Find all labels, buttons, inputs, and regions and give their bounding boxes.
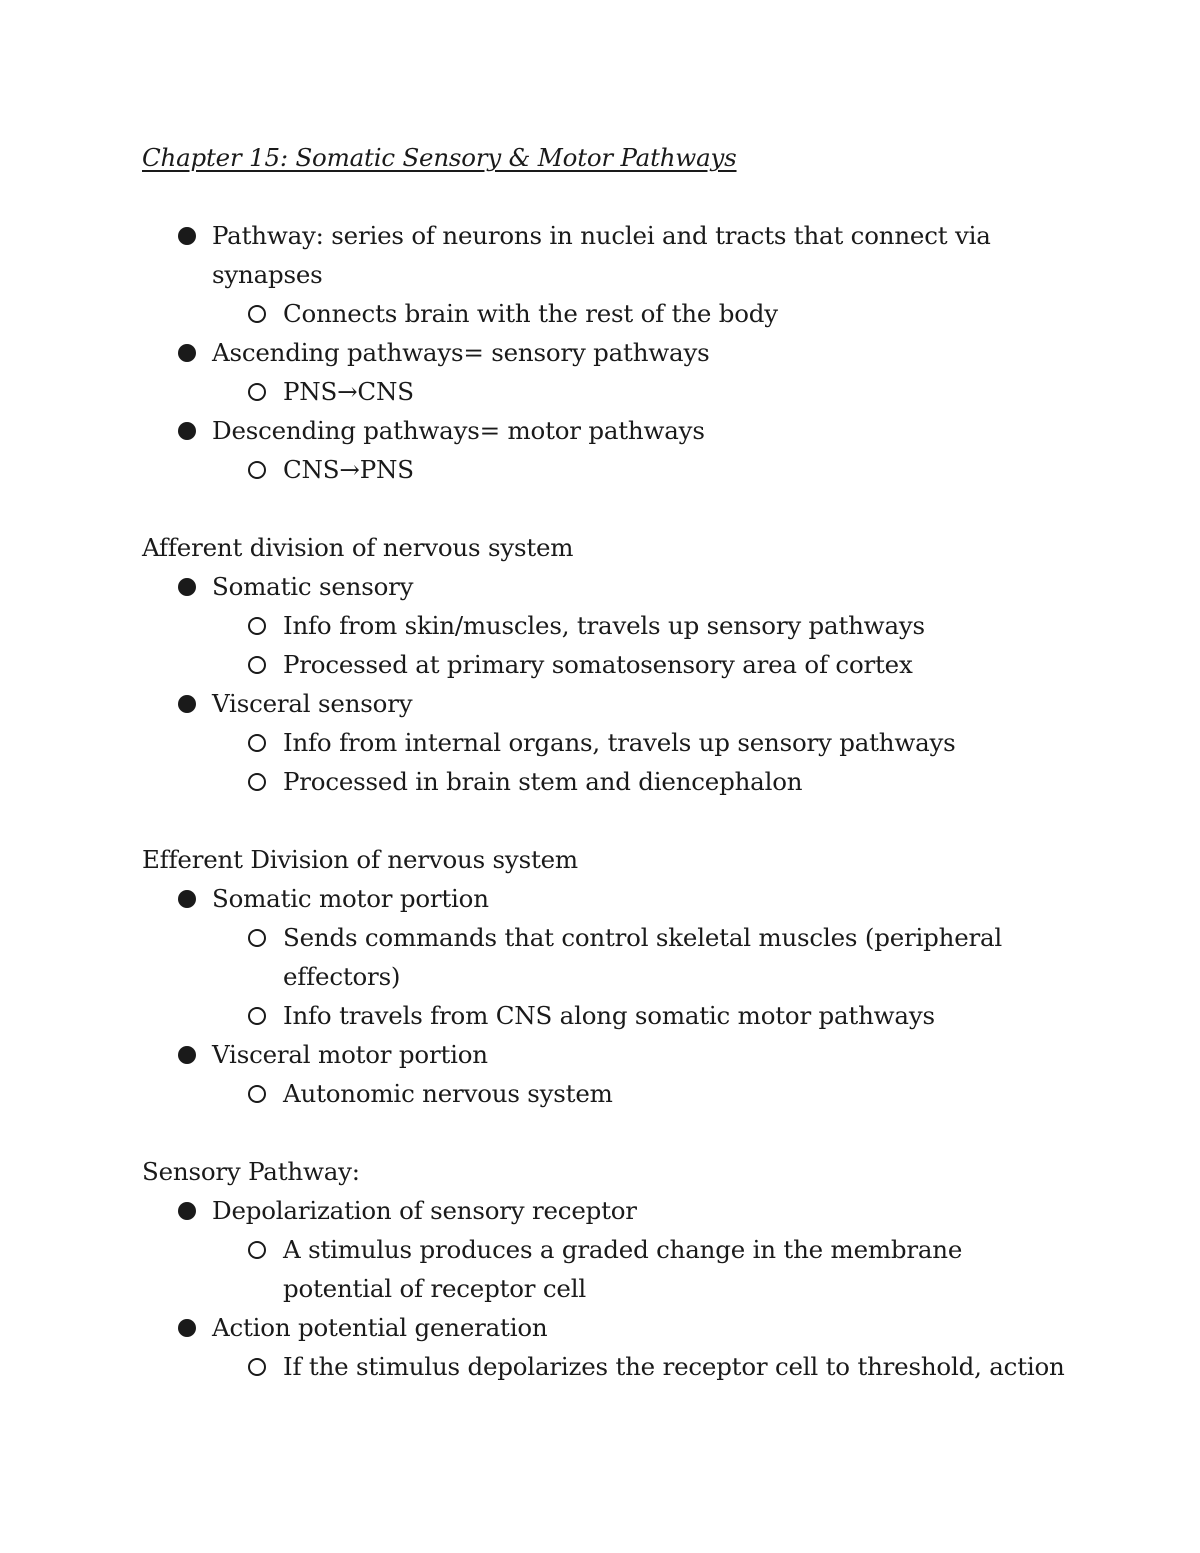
sub-list-item-text: CNS→PNS — [283, 455, 414, 484]
list-item — [142, 1308, 1072, 1386]
list-item-text: Pathway: series of neurons in nuclei and tracts that connect via synapses — [212, 221, 991, 289]
sub-list — [212, 1347, 1072, 1386]
sub-list-item — [212, 450, 1072, 489]
hollow-bullet-icon — [248, 734, 266, 752]
filled-bullet-icon — [178, 1319, 196, 1337]
filled-bullet-icon — [178, 422, 196, 440]
sub-list-item-text: Autonomic nervous system — [283, 1079, 613, 1108]
sensory-heading: Sensory Pathway: — [142, 1157, 360, 1186]
hollow-bullet-icon — [248, 617, 266, 635]
sub-list-item-text: PNS→CNS — [283, 377, 414, 406]
hollow-bullet-icon — [248, 305, 266, 323]
page-title: Chapter 15: Somatic Sensory & Motor Pathways — [142, 143, 737, 172]
afferent-heading: Afferent division of nervous system — [142, 533, 574, 562]
sub-list-item-text: Connects brain with the rest of the body — [283, 299, 778, 328]
sub-list-item-text: Info from skin/muscles, travels up sensory pathways — [283, 611, 925, 640]
filled-bullet-icon — [178, 695, 196, 713]
sub-list-item-text: Processed at primary somatosensory area of cortex — [283, 650, 913, 679]
list-item-text: Somatic motor portion — [212, 884, 489, 913]
sub-list — [212, 918, 1072, 1035]
list-item — [142, 1035, 1072, 1113]
filled-bullet-icon — [178, 1202, 196, 1220]
document-page — [142, 138, 1072, 1386]
sub-list-item — [212, 1074, 1072, 1113]
sub-list-item — [212, 372, 1072, 411]
sub-list-item — [212, 1230, 1072, 1308]
sensory-list — [142, 1191, 1072, 1386]
hollow-bullet-icon — [248, 383, 266, 401]
filled-bullet-icon — [178, 890, 196, 908]
sub-list-item — [212, 294, 1072, 333]
list-item — [142, 411, 1072, 489]
sub-list — [212, 1230, 1072, 1308]
hollow-bullet-icon — [248, 1007, 266, 1025]
filled-bullet-icon — [178, 344, 196, 362]
list-item — [142, 567, 1072, 684]
list-item-text: Somatic sensory — [212, 572, 414, 601]
list-item-text: Ascending pathways= sensory pathways — [212, 338, 710, 367]
hollow-bullet-icon — [248, 1358, 266, 1376]
hollow-bullet-icon — [248, 1241, 266, 1259]
sub-list — [212, 294, 1072, 333]
sub-list-item-text: Info from internal organs, travels up sensory pathways — [283, 728, 956, 757]
list-item-text: Depolarization of sensory receptor — [212, 1196, 637, 1225]
sub-list — [212, 372, 1072, 411]
sub-list — [212, 723, 1072, 801]
sub-list — [212, 606, 1072, 684]
list-item — [142, 216, 1072, 333]
hollow-bullet-icon — [248, 929, 266, 947]
sub-list-item — [212, 606, 1072, 645]
sub-list-item — [212, 918, 1072, 996]
afferent-list — [142, 567, 1072, 801]
list-item-text: Descending pathways= motor pathways — [212, 416, 705, 445]
sub-list-item-text: Sends commands that control skeletal muscles (peripheral effectors) — [283, 923, 1003, 991]
efferent-list — [142, 879, 1072, 1113]
sub-list-item-text: If the stimulus depolarizes the receptor cell to threshold, action — [283, 1352, 1065, 1381]
list-item — [142, 1191, 1072, 1308]
hollow-bullet-icon — [248, 461, 266, 479]
sub-list — [212, 1074, 1072, 1113]
hollow-bullet-icon — [248, 656, 266, 674]
efferent-heading: Efferent Division of nervous system — [142, 845, 578, 874]
hollow-bullet-icon — [248, 773, 266, 791]
list-item-text: Visceral motor portion — [212, 1040, 488, 1069]
sub-list-item — [212, 1347, 1072, 1386]
list-item-text: Visceral sensory — [212, 689, 413, 718]
filled-bullet-icon — [178, 227, 196, 245]
sub-list-item-text: A stimulus produces a graded change in the membrane potential of receptor cell — [283, 1235, 963, 1303]
sub-list-item-text: Info travels from CNS along somatic motor pathways — [283, 1001, 935, 1030]
sub-list-item — [212, 723, 1072, 762]
hollow-bullet-icon — [248, 1085, 266, 1103]
sub-list-item — [212, 996, 1072, 1035]
sub-list-item-text: Processed in brain stem and diencephalon — [283, 767, 803, 796]
list-item — [142, 879, 1072, 1035]
sub-list — [212, 450, 1072, 489]
sub-list-item — [212, 645, 1072, 684]
filled-bullet-icon — [178, 1046, 196, 1064]
list-item — [142, 333, 1072, 411]
sub-list-item — [212, 762, 1072, 801]
filled-bullet-icon — [178, 578, 196, 596]
list-item — [142, 684, 1072, 801]
intro-list — [142, 216, 1072, 489]
list-item-text: Action potential generation — [212, 1313, 548, 1342]
